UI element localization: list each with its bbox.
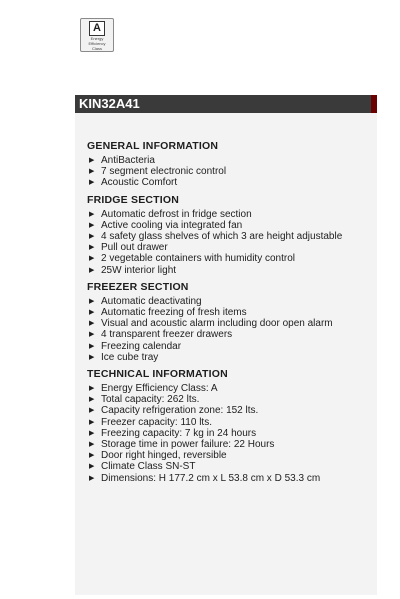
model-title-bar (75, 95, 377, 113)
spec-list (87, 296, 372, 363)
model-name: KIN32A41 (79, 96, 140, 111)
spec-list-item: ▶ Climate Class SN-ST (87, 461, 372, 472)
spec-list-item: ▶ Acoustic Comfort (87, 177, 372, 188)
spec-list-item: ▶ Pull out drawer (87, 242, 372, 253)
energy-class-badge (80, 18, 114, 52)
spec-list-item: ▶ Total capacity: 262 lts. (87, 394, 372, 405)
spec-list-item: ▶ 25W interior light (87, 265, 372, 276)
spec-list-item: ▶ 4 transparent freezer drawers (87, 329, 372, 340)
spec-list (87, 209, 372, 276)
spec-list-item: ▶ Freezing calendar (87, 341, 372, 352)
spec-list-item: ▶ Freezer capacity: 110 lts. (87, 417, 372, 428)
spec-list (87, 155, 372, 189)
spec-section (87, 368, 372, 484)
energy-badge-caption-1: Energy (90, 36, 104, 41)
spec-list-item: ▶ Energy Efficiency Class: A (87, 383, 372, 394)
spec-list-item: ▶ AntiBacteria (87, 155, 372, 166)
spec-list-item: ▶ Automatic freezing of fresh items (87, 307, 372, 318)
energy-class-letter: A (89, 21, 105, 36)
section-heading: TECHNICAL INFORMATION (87, 368, 228, 381)
spec-list-item: ▶ Dimensions: H 177.2 cm x L 53.8 cm x D 53.3 cm (87, 473, 372, 484)
spec-list-item: ▶ Visual and acoustic alarm including door open alarm (87, 318, 372, 329)
spec-list-item: ▶ Freezing capacity: 7 kg in 24 hours (87, 428, 372, 439)
spec-list-item: ▶ Active cooling via integrated fan (87, 220, 372, 231)
energy-badge-caption-2: Efficiency (88, 41, 106, 46)
spec-list (87, 383, 372, 484)
spec-section (87, 194, 372, 276)
spec-list-item: ▶ Automatic defrost in fridge section (87, 209, 372, 220)
spec-section (87, 281, 372, 363)
spec-list-item: ▶ Storage time in power failure: 22 Hours (87, 439, 372, 450)
section-heading: FREEZER SECTION (87, 280, 189, 293)
section-heading: FRIDGE SECTION (87, 193, 180, 206)
spec-list-item: ▶ 2 vegetable containers with humidity control (87, 253, 372, 264)
section-heading: GENERAL INFORMATION (87, 140, 219, 152)
spec-panel (75, 95, 377, 595)
energy-badge-caption-3: Class (91, 46, 102, 51)
title-bar-accent (371, 95, 377, 113)
spec-content (87, 140, 372, 489)
spec-list-item: ▶ 4 safety glass shelves of which 3 are height adjustable (87, 231, 372, 242)
spec-list-item: ▶ Ice cube tray (87, 352, 372, 363)
spec-list-item: ▶ Capacity refrigeration zone: 152 lts. (87, 405, 372, 416)
spec-list-item: ▶ 7 segment electronic control (87, 166, 372, 177)
spec-section (87, 140, 372, 189)
spec-list-item: ▶ Door right hinged, reversible (87, 450, 372, 461)
spec-list-item: ▶ Automatic deactivating (87, 296, 372, 307)
